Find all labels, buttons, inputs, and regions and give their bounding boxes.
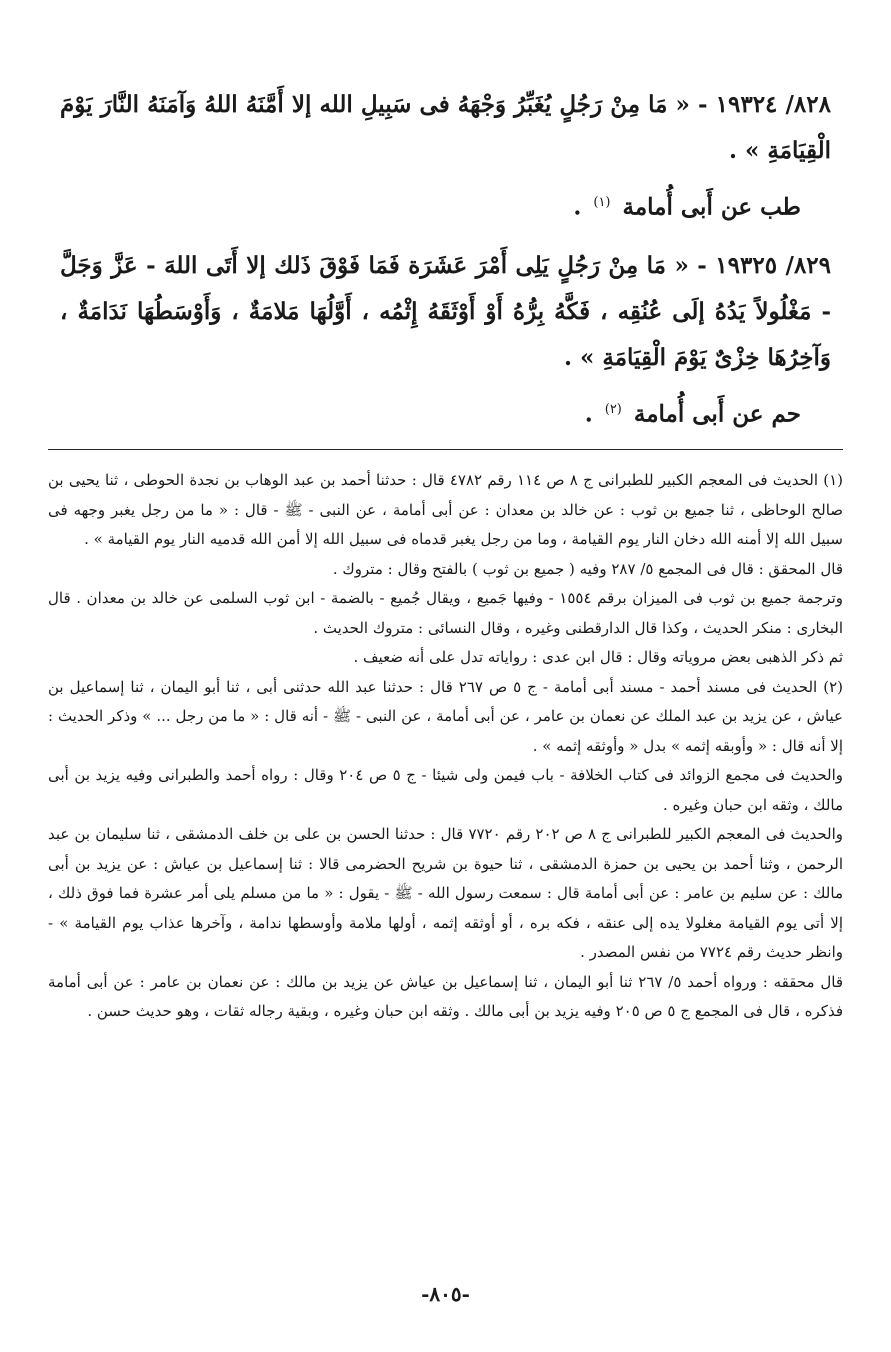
hadith-829: ٨٢٩/ ١٩٣٢٥ - « مَا مِنْ رَجُلٍ يَلِى أَمْرَ عَشَرَة فَمَا فَوْقَ ذَلك إلا أَتَى اللهَ - عَزَّ وَجَلَّ - مَغْلُولاً يَدُهُ إلَى عُنُقِه ، فَكَّهُ بِرُّهُ أَوْ أَوْثَقَهُ إِثْمُه ، أَوَّلُهَا مَلامَةٌ ، وَأَوْسَطُهَا نَدَامَةٌ ، وَآخِرُهَا خِزْىٌ يَوْمَ الْقِيَامَةِ » . — [60, 251, 831, 371]
hadith-828-source-text: طب عن أَبى أُمامة — [622, 193, 801, 221]
footnote-1-paragraph: وترجمة جميع بن ثوب فى الميزان برقم ١٥٥٤ - وفيها جَميع ، ويقال جُميع - بالضمة - ابن ثوب السلمى عن خالد بن معدان . قال البخارى : منكر الحديث ، وكذا قال الدارقطنى وغيره ، وقال النسائى : متروك الحديث . — [48, 589, 844, 637]
footnote-ref-1[interactable]: (١) — [593, 195, 611, 210]
footnote-2-paragraph: والحديث فى مجمع الزوائد فى كتاب الخلافة - باب فيمن ولى شيئا - ج ٥ ص ٢٠٤ وقال : رواه أحمد والطبرانى وفيه يزيد بن أبى مالك ، وثقه ابن حبان وغيره . — [48, 766, 844, 814]
footnote-2-paragraph: (٢) الحديث فى مسند أحمد - مسند أبى أمامة - ج ٥ ص ٢٦٧ قال : حدثنا عبد الله حدثنى أبى ، ثنا أبو اليمان ، ثنا إسماعيل بن عياش ، عن يزيد بن عبد الملك عن نعمان بن عامر ، عن أبى أمامة ، عن النبى - ﷺ - أنه قال : « ما من رجل ... » وذكر الحديث : إلا أنه قال : « وأوبقه إثمه » بدل « وأوثقه إثمه » . — [48, 677, 844, 755]
footnote-1-paragraph: ثم ذكر الذهبى بعض مروياته وقال : قال ابن عدى : رواياته تدل على أنه ضعيف . — [353, 648, 843, 666]
footnote-1-paragraph: قال المحقق : قال فى المجمع ٥/ ٢٨٧ وفيه ( جميع بن ثوب ) بالفتح وقال : متروك . — [332, 559, 843, 578]
page-number: -٨٠٥- — [421, 1282, 470, 1306]
footnote-2 — [48, 673, 843, 1027]
hadith-828: ٨٢٨/ ١٩٣٢٤ - « مَا مِنْ رَجُلٍ يُغَبِّرُ وَجْهَهُ فى سَبِيلِ الله إلا أَمَّنَهُ اللهُ وَآمَنَهُ النَّارَ يَوْمَ الْقِيَامَةِ » . — [60, 91, 831, 164]
footnote-1 — [48, 466, 843, 673]
period: . — [573, 193, 582, 221]
footnote-ref-2[interactable]: (٢) — [604, 401, 622, 417]
hadith-828-source — [60, 180, 801, 231]
main-text — [60, 82, 831, 449]
footnote-2-paragraph: قال محققه : ورواه أحمد ٥/ ٢٦٧ ثنا أبو اليمان ، ثنا إسماعيل بن عياش عن يزيد بن مالك : عن نعمان بن عامر : عن أبى أمامة فذكره ، قال فى المجمع ج ٥ ص ٢٠٥ وفيه يزيد بن أبى مالك . وثقه ابن حبان وغيره ، وبقية رجاله ثقات ، وهو حديث حسن . — [48, 972, 844, 1020]
footnote-divider — [48, 449, 843, 450]
hadith-829-source — [60, 387, 801, 438]
footnote-2-paragraph: والحديث فى المعجم الكبير للطبرانى ج ٨ ص ٢٠٢ رقم ٧٧٢٠ قال : حدثنا الحسن بن على بن خلف الدمشقى ، ثنا سليمان بن عبد الرحمن ، وثنا أحمد بن يحيى بن حمزة الدمشقى ، ثنا حيوة بن شريح الحضرمى قالا : ثنا إسماعيل بن عياش : عن يزيد بن أبى مالك : عن سليم بن عامر : عن أبى أمامة قال : سمعت رسول الله - ﷺ - يقول : « ما من مسلم يلى أمر عشرة فما فوق ذلك ، إلا أتى يوم القيامة مغلولا يده إلى عنقه ، فكه بره ، أو أوثقه إثمه ، أولها ملامة وأوسطها ندامة ، وآخرها عذاب يوم القيامة » - وانظر حديث رقم ٧٧٢٤ من نفس المصدر . — [48, 825, 844, 961]
footnote-1-paragraph: (١) الحديث فى المعجم الكبير للطبرانى ج ٨ ص ١١٤ رقم ٤٧٨٢ قال : حدثنا أحمد بن عبد الوهاب بن نجدة الحوطى ، ثنا يحيى بن صالح الوحاظى ، ثنا جميع بن ثوب : عن خالد بن معدان : عن أبى أمامة ، عن النبى - ﷺ - قال : « ما من رجل يغبر وجهه فى سبيل الله إلا أمنه الله دخان النار يوم القيامة ، وما من رجل يغبر قدماه فى سبيل الله إلا أمن الله قدميه النار يوم القيامة » . — [48, 471, 844, 548]
hadith-829-source-text: حم عن أَبى أُمامة — [633, 400, 801, 428]
footnotes — [48, 466, 843, 1027]
period: . — [584, 400, 593, 428]
